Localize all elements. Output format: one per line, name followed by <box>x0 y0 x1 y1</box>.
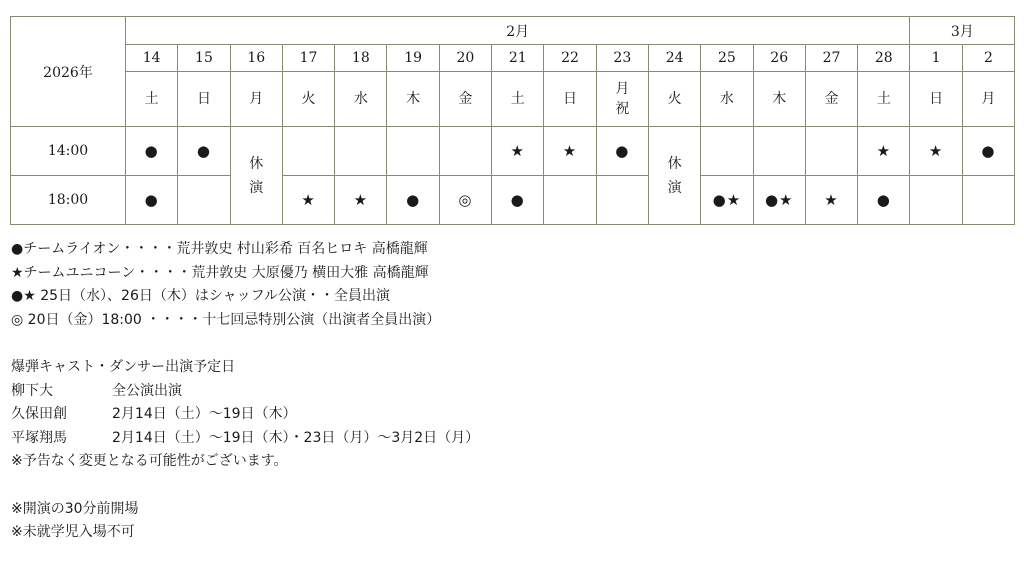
performance-mark <box>910 176 962 225</box>
day-of-week-cell: 日 <box>178 72 230 127</box>
day-of-week-cell: 土 <box>492 72 544 127</box>
performance-mark: ★ <box>805 176 857 225</box>
performance-mark <box>439 127 491 176</box>
month-header: 3月 <box>910 17 1015 45</box>
performance-mark <box>544 176 596 225</box>
cast-row <box>11 403 1011 427</box>
performance-mark: ◎ <box>439 176 491 225</box>
performance-mark: ● <box>492 176 544 225</box>
cast-dates: 2月14日（土）～19日（木） <box>112 406 297 423</box>
date-cell: 22 <box>544 45 596 72</box>
date-cell: 2 <box>962 45 1014 72</box>
performance-mark <box>962 176 1014 225</box>
day-of-week-cell: 水 <box>701 72 753 127</box>
performance-mark: ●★ <box>753 176 805 225</box>
legend-line: ◎ 20日（金）18:00 ・・・・十七回忌特別公演（出演者全員出演） <box>11 311 441 328</box>
performance-mark <box>596 176 648 225</box>
performance-mark <box>178 176 230 225</box>
day-of-week-cell: 土 <box>858 72 910 127</box>
day-of-week-cell: 水 <box>335 72 387 127</box>
performance-mark: ● <box>596 127 648 176</box>
date-cell: 16 <box>230 45 282 72</box>
notes-section <box>11 238 1011 545</box>
performance-mark: ● <box>178 127 230 176</box>
day-of-week-cell: 金 <box>439 72 491 127</box>
date-cell: 1 <box>910 45 962 72</box>
performance-mark <box>387 127 439 176</box>
cast-name: 柳下大 <box>11 382 53 399</box>
date-cell: 21 <box>492 45 544 72</box>
performance-mark: ★ <box>544 127 596 176</box>
cast-name: 久保田創 <box>11 406 67 423</box>
date-cell: 17 <box>282 45 334 72</box>
day-of-week-cell: 木 <box>753 72 805 127</box>
day-of-week-cell: 日 <box>910 72 962 127</box>
performance-mark: ●★ <box>701 176 753 225</box>
cast-list <box>11 380 1011 451</box>
year-label: 2026年 <box>43 64 93 81</box>
date-cell: 26 <box>753 45 805 72</box>
legend <box>11 238 1011 332</box>
date-cell: 19 <box>387 45 439 72</box>
date-cell: 14 <box>126 45 178 72</box>
month-header: 2月 <box>126 17 910 45</box>
performance-mark <box>282 127 334 176</box>
cast-dates: 全公演出演 <box>112 382 182 399</box>
legend-line: ●チームライオン・・・・荒井敦史 村山彩希 百名ヒロキ 高橋龍輝 <box>11 241 428 257</box>
performance-mark <box>753 127 805 176</box>
footnotes <box>11 498 1011 545</box>
performance-mark: ● <box>126 176 178 225</box>
legend-line: ●★ 25日（水）、26日（木）はシャッフル公演・・全員出演 <box>11 288 391 305</box>
cast-row <box>11 380 1011 404</box>
date-cell: 15 <box>178 45 230 72</box>
day-of-week-cell: 木 <box>387 72 439 127</box>
performance-mark: ★ <box>335 176 387 225</box>
day-of-week-cell: 土 <box>126 72 178 127</box>
rest-day-cell: 休 演 <box>230 127 282 225</box>
day-of-week-cell: 月 <box>962 72 1014 127</box>
date-cell: 25 <box>701 45 753 72</box>
performance-mark: ★ <box>910 127 962 176</box>
day-of-week-cell: 火 <box>282 72 334 127</box>
performance-mark <box>701 127 753 176</box>
day-of-week-cell: 月 祝 <box>596 72 648 127</box>
year-cell <box>11 17 126 127</box>
performance-mark <box>335 127 387 176</box>
performance-mark: ● <box>962 127 1014 176</box>
rest-day-cell: 休 演 <box>648 127 700 225</box>
cast-name: 平塚翔馬 <box>11 429 67 446</box>
day-of-week-cell: 火 <box>648 72 700 127</box>
day-of-week-cell: 日 <box>544 72 596 127</box>
cast-dates: 2月14日（土）～19日（木）・23日（月）～3月2日（月） <box>112 429 480 446</box>
day-of-week-cell: 金 <box>805 72 857 127</box>
legend-line: ★チームユニコーン・・・・荒井敦史 大原優乃 横田大雅 高橋龍輝 <box>11 264 429 281</box>
date-cell: 28 <box>858 45 910 72</box>
cast-row <box>11 427 1011 451</box>
footnote: ※未就学児入場不可 <box>11 524 135 541</box>
performance-mark: ★ <box>492 127 544 176</box>
cast-heading: 爆弾キャスト・ダンサー出演予定日 <box>11 358 236 375</box>
performance-mark: ● <box>126 127 178 176</box>
time-cell: 18:00 <box>11 176 126 225</box>
performance-schedule-table <box>10 16 1015 225</box>
date-cell: 23 <box>596 45 648 72</box>
date-cell: 24 <box>648 45 700 72</box>
day-of-week-cell: 月 <box>230 72 282 127</box>
cast-note: ※予告なく変更となる可能性がございます。 <box>11 453 288 470</box>
performance-mark: ● <box>858 176 910 225</box>
time-cell: 14:00 <box>11 127 126 176</box>
performance-mark <box>805 127 857 176</box>
date-cell: 18 <box>335 45 387 72</box>
performance-mark: ★ <box>858 127 910 176</box>
performance-mark: ★ <box>282 176 334 225</box>
date-cell: 27 <box>805 45 857 72</box>
date-cell: 20 <box>439 45 491 72</box>
performance-mark: ● <box>387 176 439 225</box>
footnote: ※開演の30分前開場 <box>11 500 139 517</box>
